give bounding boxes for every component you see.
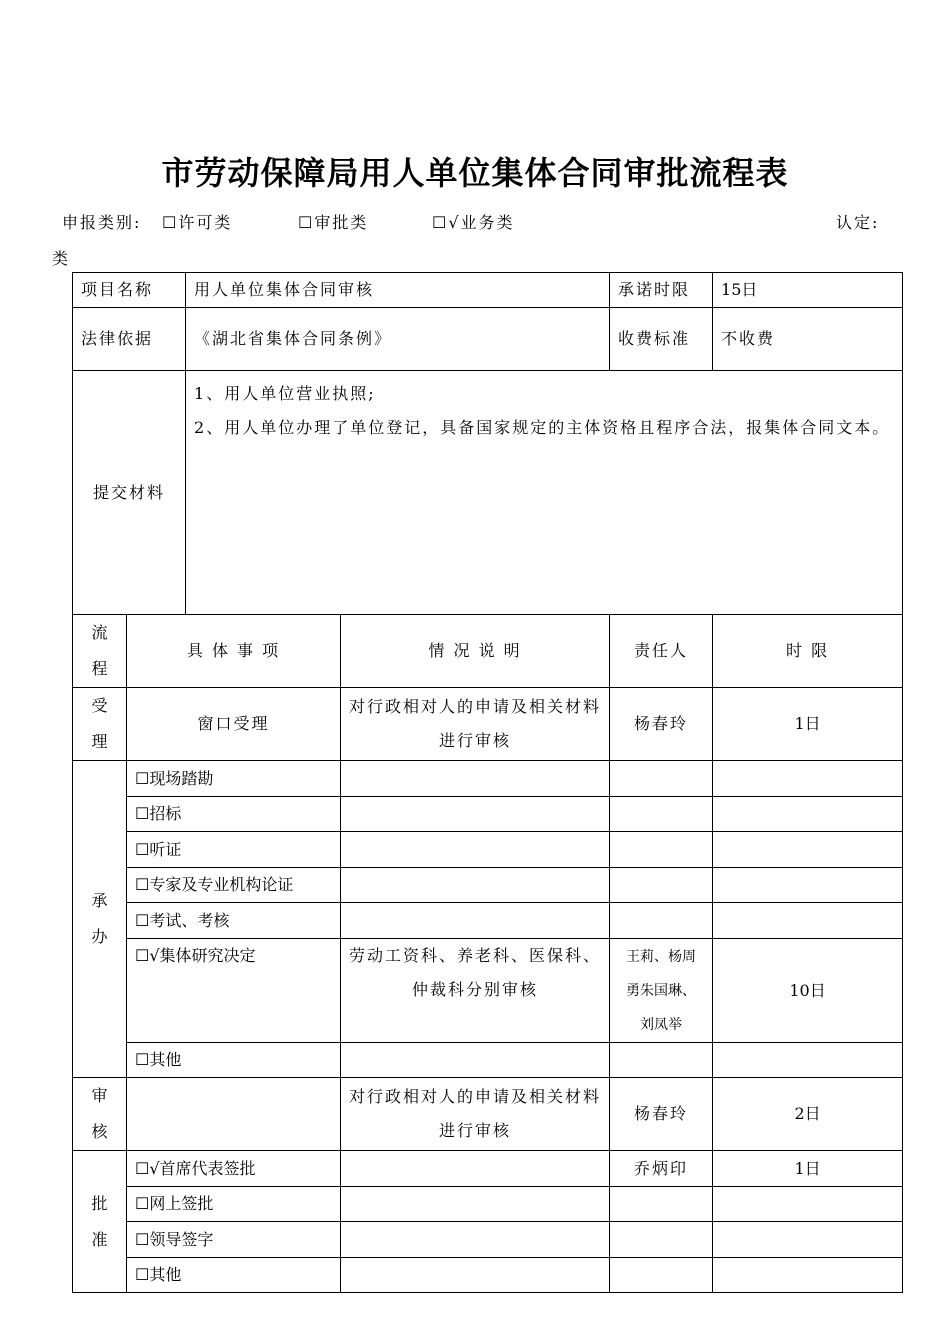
handle-item-expert: ☐专家及专业机构论证 — [127, 868, 341, 903]
fee-label: 收费标准 — [610, 308, 713, 371]
cert-suffix: 类 — [52, 249, 71, 268]
option-approval: ☐审批类 — [298, 213, 369, 232]
approval-flow-table — [72, 272, 903, 1293]
deadline-value: 15日 — [713, 273, 903, 308]
material-item: 2、用人单位办理了单位登记，具备国家规定的主体资格且程序合法，报集体合同文本。 — [194, 418, 891, 437]
accept-item: 窗口受理 — [127, 688, 341, 761]
handle-item-bidding: ☐招标 — [127, 797, 341, 832]
approve-item-online: ☐网上签批 — [127, 1187, 341, 1222]
handle-item-exam: ☐考试、考核 — [127, 903, 341, 939]
approve-item-other: ☐其他 — [127, 1258, 341, 1293]
handle-decision-desc: 劳动工资科、养老科、医保科、仲裁科分别审核 — [341, 939, 610, 1043]
handle-decision-person: 王莉、杨周 勇朱国琳、 刘凤举 — [610, 939, 713, 1043]
approve-item-leader: ☐领导签字 — [127, 1222, 341, 1258]
basis-value: 《湖北省集体合同条例》 — [186, 308, 610, 371]
option-business: ☐√业务类 — [432, 213, 515, 232]
approve-person: 乔炳印 — [610, 1151, 713, 1187]
project-name-label: 项目名称 — [73, 273, 186, 308]
accept-limit: 1日 — [713, 688, 903, 761]
flow-header-desc: 情 况 说 明 — [341, 615, 610, 688]
deadline-label: 承诺时限 — [610, 273, 713, 308]
accept-person: 杨春玲 — [610, 688, 713, 761]
flow-header-item: 具 体 事 项 — [127, 615, 341, 688]
stage-accept: 受 理 — [73, 688, 127, 761]
handle-item-decision: ☐√集体研究决定 — [127, 939, 341, 1043]
stage-review: 审 核 — [73, 1078, 127, 1151]
material-item: 1、用人单位营业执照; — [194, 384, 376, 403]
category-label: 申报类别: — [62, 213, 142, 232]
review-desc: 对行政相对人的申请及相关材料进行审核 — [341, 1078, 610, 1151]
fee-value: 不收费 — [713, 308, 903, 371]
handle-decision-limit: 10日 — [713, 939, 903, 1043]
option-permit: ☐许可类 — [162, 213, 233, 232]
flow-header-stage: 流 程 — [73, 615, 127, 688]
approve-limit: 1日 — [713, 1151, 903, 1187]
approve-item-chief: ☐√首席代表签批 — [127, 1151, 341, 1187]
handle-item-hearing: ☐听证 — [127, 832, 341, 868]
materials-label: 提交材料 — [73, 371, 186, 615]
review-person: 杨春玲 — [610, 1078, 713, 1151]
handle-item-survey: ☐现场踏勘 — [127, 761, 341, 797]
handle-item-other: ☐其他 — [127, 1043, 341, 1078]
basis-label: 法律依据 — [73, 308, 186, 371]
stage-handle: 承 办 — [73, 761, 127, 1078]
flow-header-person: 责任人 — [610, 615, 713, 688]
review-limit: 2日 — [713, 1078, 903, 1151]
page-title: 市劳动保障局用人单位集体合同审批流程表 — [161, 154, 789, 192]
flow-header-limit: 时 限 — [713, 615, 903, 688]
stage-approve: 批 准 — [73, 1151, 127, 1293]
cert-label: 认定: — [836, 213, 880, 232]
materials-list — [186, 371, 903, 615]
project-name-value: 用人单位集体合同审核 — [186, 273, 610, 308]
accept-desc: 对行政相对人的申请及相关材料进行审核 — [341, 688, 610, 761]
